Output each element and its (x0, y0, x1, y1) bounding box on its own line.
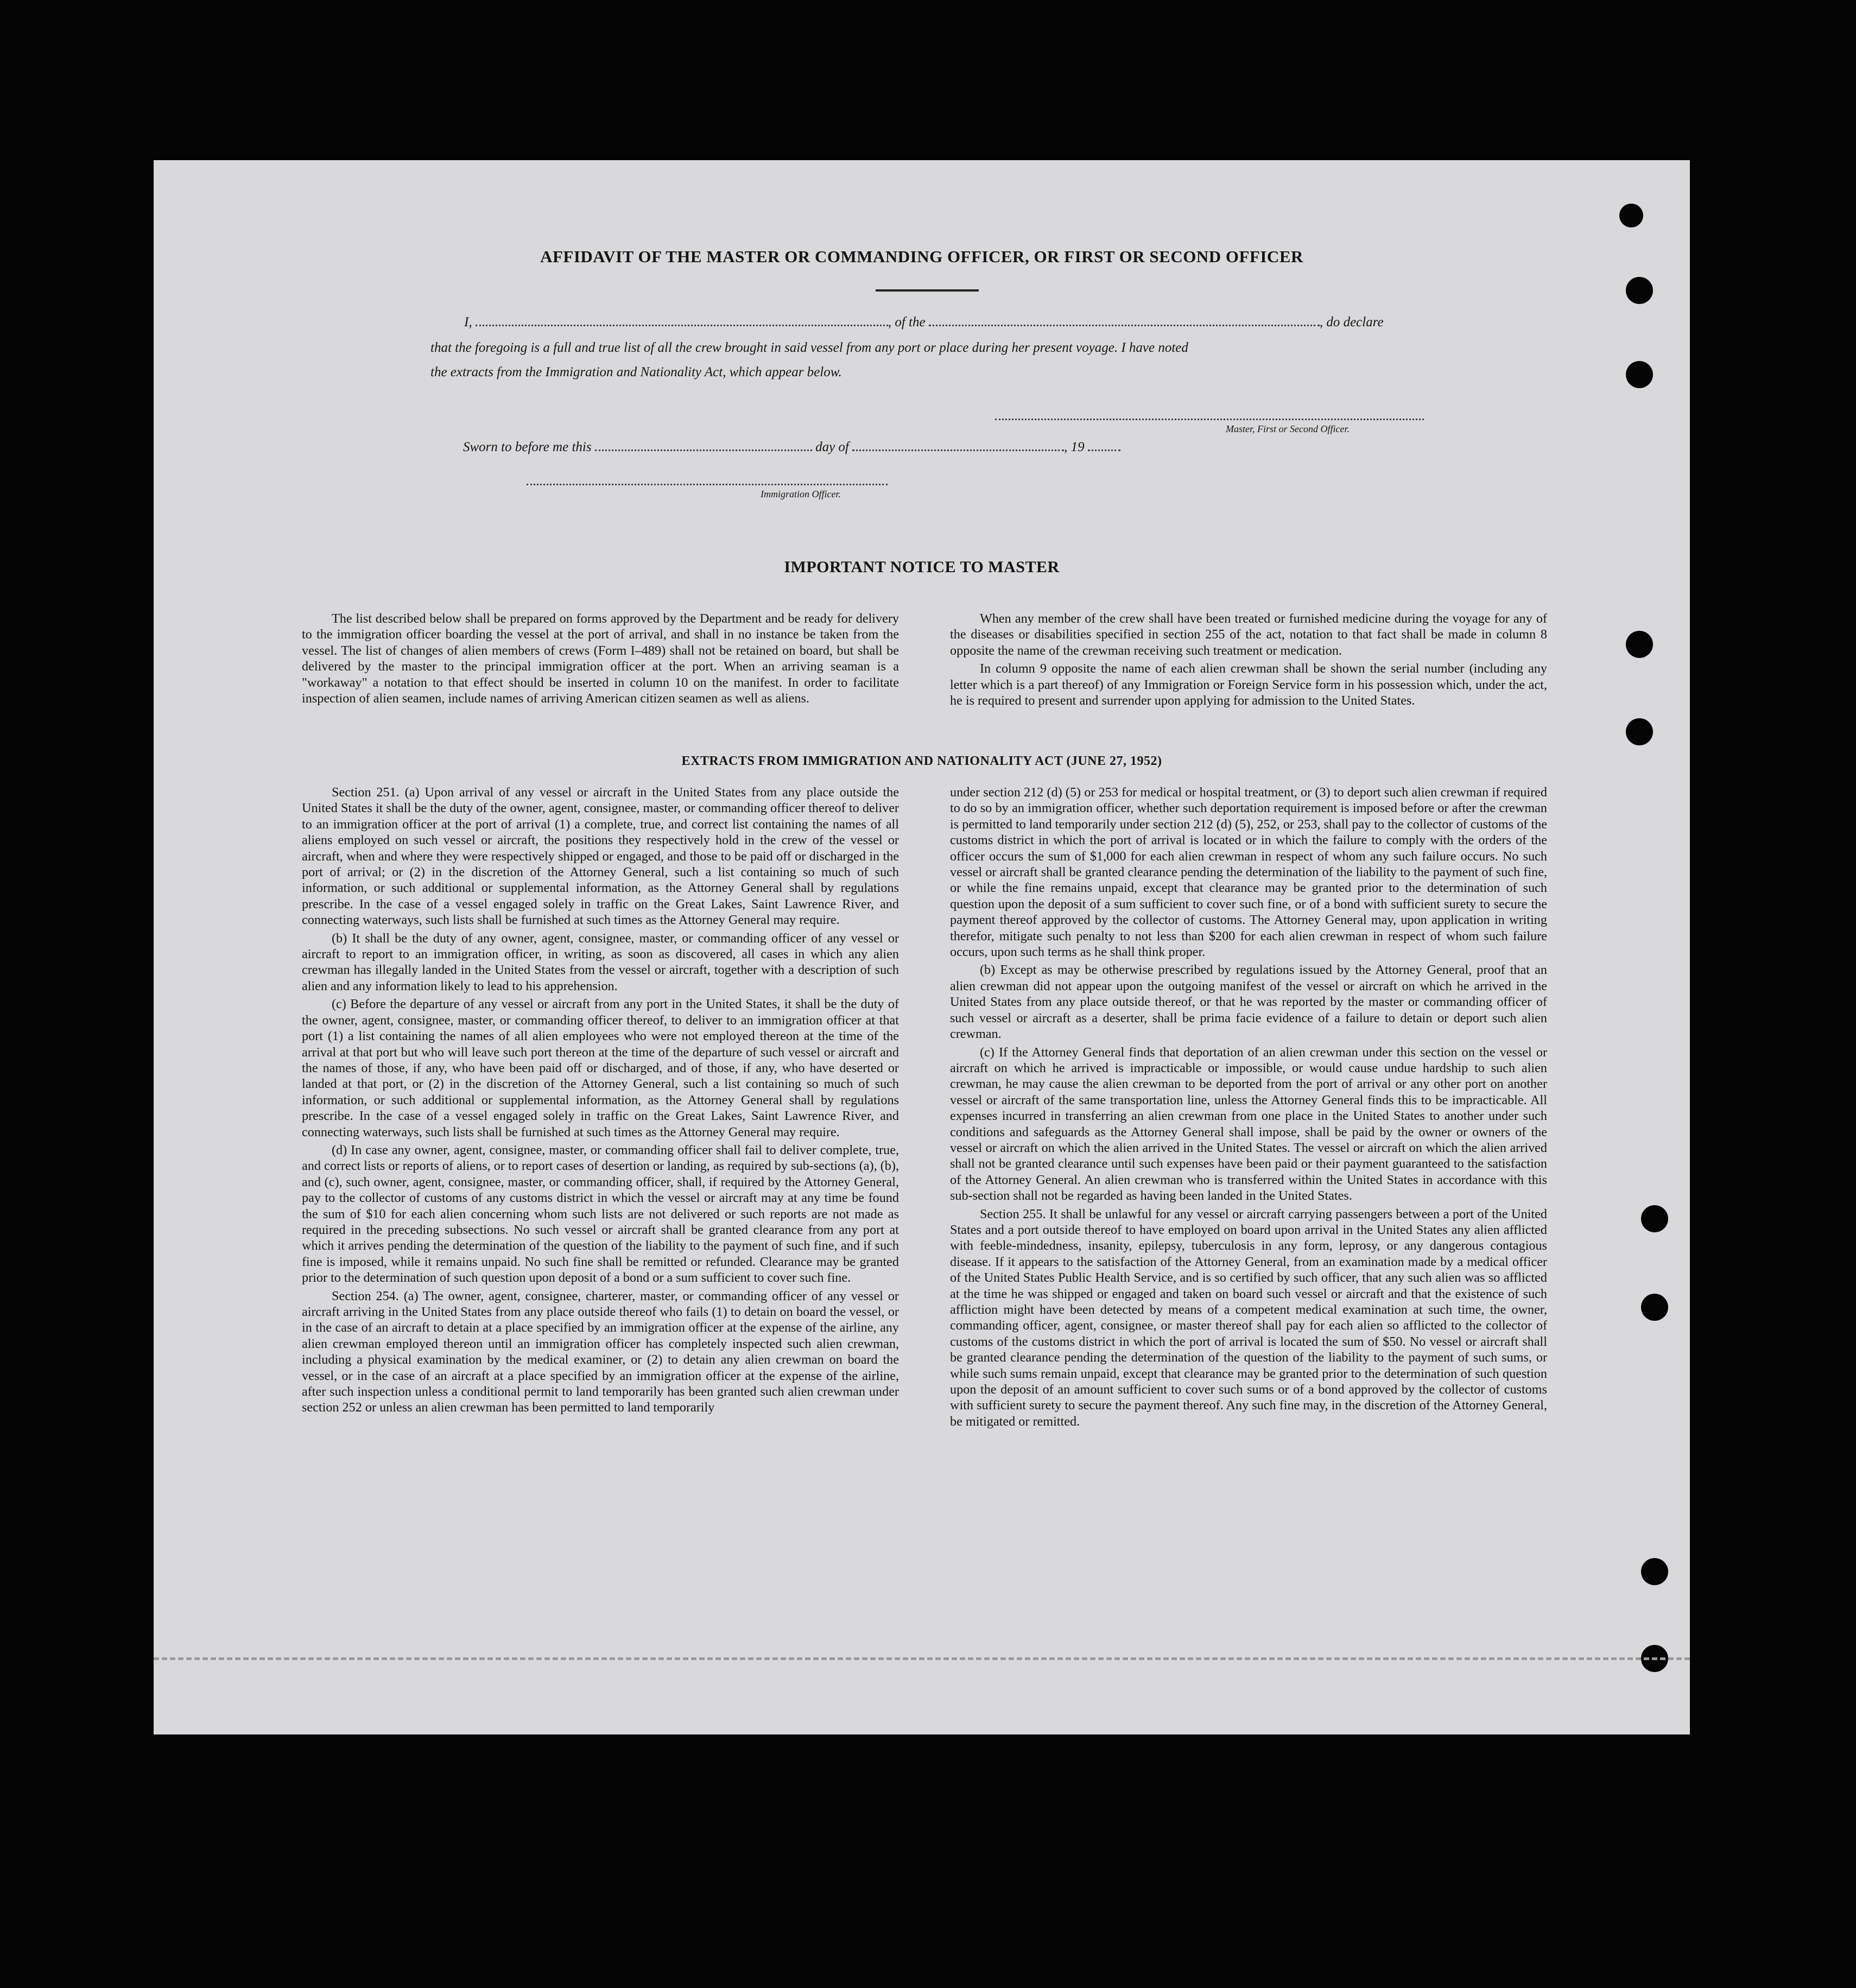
affidavit-title: AFFIDAVIT OF THE MASTER OR COMMANDING OFFICER, OR FIRST OR SECOND OFFICER (540, 247, 1303, 266)
binder-hole (1626, 361, 1653, 388)
notice-left-column (302, 611, 899, 708)
extract-right-para: Section 255. It shall be unlawful for any vessel or aircraft carrying passengers between a port of the United States and a port outside thereof to have employed on board upon arrival in the United States any alien afflicted with feeble-mindedness, insanity, epilepsy, tuberculosis in any form, leprosy, or any dangerous contagious disease. If it appears to the satisfaction of the Attorney General, from an examination made by a medical officer of the United States Public Health Service, and is so certified by such officer, that any such alien was so afflicted at the time he was shipped or engaged and taken on board such vessel or aircraft and that the existence of such affliction might have been detected by means of a competent medical examination at such time, the owner, commanding officer, agent, consignee, or master thereof shall pay for each alien so afflicted to the collector of customs of the customs district in which the port of arrival is located the sum of $50. No vessel or aircraft shall be granted clearance pending the determination of the question of the liability to the payment of such sums, or while such sums remain unpaid, except that clearance may be granted prior to the determination of such question upon the deposit of an amount sufficient to cover such sums or of a bond approved by the collector of customs with sufficient surety to secure the payment thereof. Any such fine may, in the discretion of the Attorney General, be mitigated or remitted. (950, 1206, 1547, 1429)
binder-hole (1641, 1558, 1668, 1585)
extract-left-para: (c) Before the departure of any vessel or aircraft from any port in the United States, it shall be the duty of the owner, agent, consignee, master, or commanding officer thereof, to deliver to an immigration officer at that port (1) a list containing the names of all alien employees who were not employed thereon at the time of the arrival at that port but who will leave such port thereon at the time of the departure of such vessel or aircraft and the names of those, if any, who have been paid off or discharged, and of those, if any, who have deserted or landed at that port, or (2) in the discretion of the Attorney General, such a list containing so much of such information, or such additional or supplemental information, as the Attorney General shall by regulations prescribe. In the case of a vessel engaged solely in traffic on the Great Lakes, Saint Lawrence River, and connecting waterways, such lists shall be furnished at such times as the Attorney General may require. (302, 997, 899, 1139)
extract-right-para: (b) Except as may be otherwise prescribed by regulations issued by the Attorney General, proof that an alien crewman did not appear upon the outgoing manifest of the vessel or aircraft on which he arrived in the United States from any place outside thereof, or that he was reported by the master or commanding officer of such vessel or aircraft as a deserter, shall be prima facie evidence of a failure to detain or deport such alien crewman. (950, 963, 1547, 1042)
title-rule (876, 289, 979, 292)
master-caption: Master, First or Second Officer. (1226, 423, 1350, 434)
of-the-label: , of the (888, 315, 926, 330)
extract-right-para: (c) If the Attorney General finds that deportation of an alien crewman under this section on the vessel or aircraft on which he arrived is impracticable or impossible, or would cause undue hardship to such alien crewman, he may cause the alien crewman to be deported from the port of arrival or any other port on another vessel or aircraft of the same transportation line, unless the Attorney General finds this to be impracticable. All expenses incurred in transferring an alien crewman from one place in the United States to another under such conditions and safeguards as the Attorney General shall impose, shall be paid by the owner or owners of the vessel or aircraft on which the alien arrived in the United States. The vessel or aircraft on which the alien arrived shall not be granted clearance until such expenses have been paid or their payment guaranteed to the satisfaction of the Attorney General. An alien crewman who is transferred within the United States in accordance with this sub-section shall not be regarded as having been landed in the United States. (950, 1044, 1547, 1204)
day-of-label: day of (815, 440, 849, 454)
extracts-left-column (302, 784, 899, 1418)
declaration-line (464, 315, 1384, 330)
extract-left-para: Section 254. (a) The owner, agent, consignee, charterer, master, or commanding officer of any vessel or aircraft arriving in the United States from any place outside thereof who fails (1) to detain on board the vessel, or in the case of an aircraft to detain at a place specified by an immigration officer at the expense of the airline, any alien crewman employed thereon until an immigration officer has completely inspected such alien crewman, including a physical examination by the medical examiner, or (2) to detain any alien crewman on board the vessel, or in the case of an aircraft at a place specified by an immigration officer at the expense of the airline, after such inspection unless a conditional permit to land temporarily has been granted such alien crewman under section 252 or unless an alien crewman has been permitted to land temporarily (302, 1288, 899, 1415)
statement-line-2: the extracts from the Immigration and Nationality Act, which appear below. (430, 365, 842, 379)
binder-hole (1641, 1205, 1668, 1232)
extract-left-para: (d) In case any owner, agent, consignee, master, or commanding officer shall fail to deliver complete, true, and correct lists or reports of aliens, or to report cases of desertion or landing, as required by sub-sections (a), (b), and (c), such owner, agent, consignee, master, or commanding officer, shall, if required by the Attorney General, pay to the collector of customs of any customs district in which the vessel or aircraft may at any time be found the sum of $10 for each alien concerning whom such lists are not delivered or such reports are not made as required in the preceding subsections. No such vessel or aircraft shall be granted clearance from any port at which it arrives pending the determination of the question of the liability to the payment of such fine, and if such fine is imposed, while it remains unpaid. No such fine shall be remitted or refunded. Clearance may be granted prior to the determination of such question upon deposit of a bond or a sum sufficient to cover such fine. (302, 1142, 899, 1286)
sworn-day-field[interactable] (595, 449, 812, 451)
sworn-line (463, 440, 1120, 455)
vessel-field[interactable] (929, 324, 1320, 326)
binder-hole (1626, 718, 1653, 745)
document-page (154, 160, 1690, 1734)
binder-hole (1626, 277, 1653, 304)
extract-left-para: (b) It shall be the duty of any owner, agent, consignee, master, or commanding officer of any vessel or aircraft to report to an immigration officer, in writing, as soon as discovered, all cases in which any alien crewman has illegally landed in the United States from the vessel or aircraft, together with a description of such alien and any information likely to lead to his apprehension. (302, 930, 899, 993)
officer-caption: Immigration Officer. (761, 489, 841, 499)
binder-hole (1619, 204, 1643, 227)
notice-left-paragraph: The list described below shall be prepared on forms approved by the Department and be ready for delivery to the immigration officer boarding the vessel at the port of arrival, and shall in no instance be taken from the vessel. The list of changes of alien members of crews (Form I–489) shall not be retained on board, but shall be delivered by the master to the principal immigration officer at the port. When an arriving seaman is a "workaway" a notation to that effect should be inserted in column 10 on the manifest. In order to facilitate inspection of alien seamen, include names of arriving American citizen seamen as well as aliens. (302, 611, 899, 706)
name-field[interactable] (476, 324, 888, 326)
extracts-right-column (950, 784, 1547, 1432)
do-declare-label: , do declare (1319, 315, 1384, 330)
binder-hole (1641, 1294, 1668, 1321)
sworn-year-field[interactable] (1088, 449, 1120, 451)
sworn-label: Sworn to before me this (463, 440, 592, 454)
extracts-title: EXTRACTS FROM IMMIGRATION AND NATIONALITY ACT (JUNE 27, 1952) (681, 754, 1162, 768)
officer-signature-field[interactable] (527, 483, 888, 485)
notice-right-paragraph-2: In column 9 opposite the name of each alien crewman shall be shown the serial number (including any letter which is a part thereof) of any Immigration or Foreign Service form in his possession which, under the act, he is required to present and surrender upon applying for admission to the United States. (950, 661, 1547, 708)
extract-left-para: Section 251. (a) Upon arrival of any vessel or aircraft in the United States from any place outside the United States it shall be the duty of the owner, agent, consignee, master, or commanding officer thereof to deliver to an immigration officer at the port of arrival (1) a complete, true, and correct list containing the names of all aliens employed on such vessel or aircraft, the positions they respectively hold in the crew of the vessel or aircraft, when and where they were respectively shipped or engaged, and those to be paid off or discharged in the port of arrival; or (2) in the discretion of the Attorney General, such a list containing so much of such information, or such additional or supplemental information, as the Attorney General shall by regulations prescribe. In the case of a vessel engaged solely in traffic on the Great Lakes, Saint Lawrence River, and connecting waterways, such lists shall be furnished at such times as the Attorney General may require. (302, 785, 899, 928)
extract-right-para: under section 212 (d) (5) or 253 for medical or hospital treatment, or (3) to deport such alien crewman if required to do so by an immigration officer, whether such deportation requirement is imposed before or after the crewman is permitted to land temporarily under section 212 (d) (5), 252, or 253, shall pay to the collector of customs of the customs district in which the port of arrival is located or in which the failure to comply with the orders of the officer occurs the sum of $1,000 for each alien crewman in respect of whom any such failure occurs. No such vessel or aircraft shall be granted clearance pending the determination of the liability to the payment of such fine, or while the fine remains unpaid, except that clearance may be granted prior to the determination of such question upon the deposit of a sum sufficient to cover such fine, or of a bond with sufficient surety to secure the payment thereof approved by the collector of customs. The Attorney General may, upon application in writing therefor, mitigate such penalty to not less than $200 for each alien crewman in respect of whom such failure occurs, upon such terms as he shall think proper. (950, 785, 1547, 960)
i-label: I, (464, 315, 472, 330)
perforation-line (154, 1657, 1690, 1660)
notice-right-paragraph-1: When any member of the crew shall have been treated or furnished medicine during the voyage for any of the diseases or disabilities specified in section 255 of the act, notation to that fact shall be made in column 8 opposite the name of the crewman receiving such treatment or medication. (950, 611, 1547, 658)
statement-line-1: that the foregoing is a full and true list of all the crew brought in said vessel from any port or place during her present voyage. I have noted (430, 340, 1188, 355)
notice-right-column (950, 611, 1547, 711)
notice-title: IMPORTANT NOTICE TO MASTER (784, 558, 1060, 576)
master-signature-field[interactable] (995, 418, 1424, 420)
binder-hole (1626, 631, 1653, 658)
sworn-month-field[interactable] (852, 449, 1064, 451)
year-label: , 19 (1064, 440, 1085, 454)
